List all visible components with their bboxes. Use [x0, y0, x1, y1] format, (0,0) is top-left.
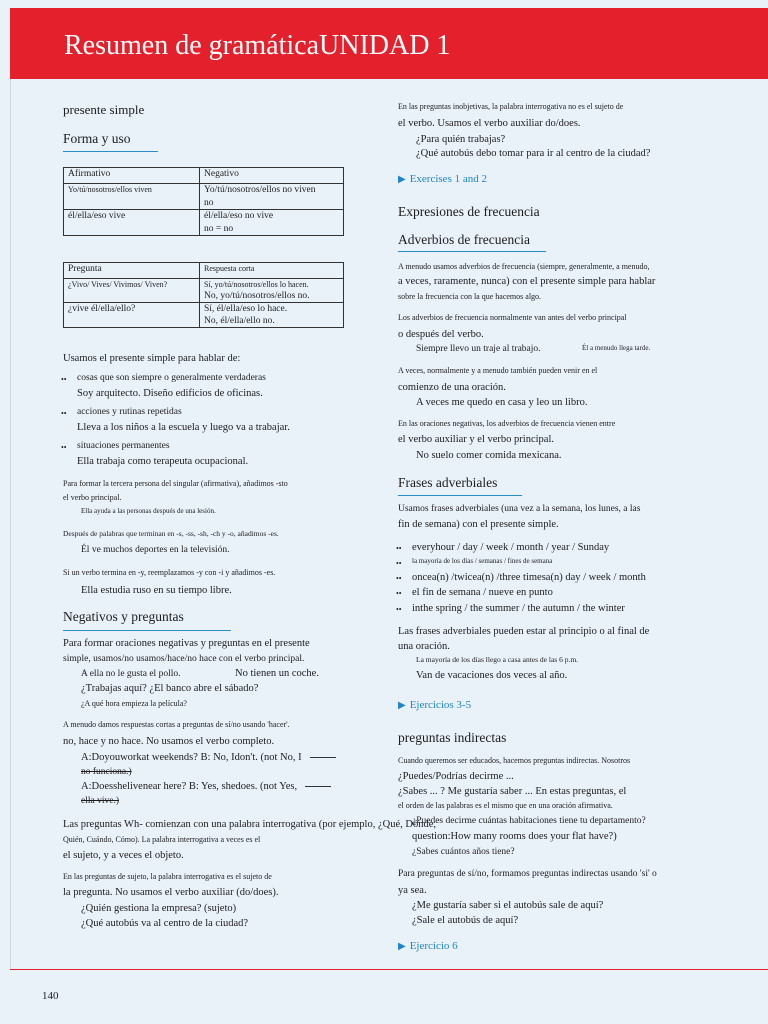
body-text: ¿Puedes/Podrías decirme ... — [398, 771, 514, 782]
example-text: ¿Me gustaría saber si el autobús sale de aquí? — [412, 900, 604, 911]
affirmative-negative-table — [63, 167, 344, 236]
body-text: Quién, Cuándo, Cómo). La palabra interrogativa a veces es el — [63, 835, 261, 844]
example-text: question:How many rooms does your flat have?) — [412, 831, 617, 842]
body-text: Para preguntas de sí/no, formamos preguntas indirectas usando 'si' o — [398, 869, 657, 879]
table-cell: él/ella/eso no vive no = no — [200, 210, 344, 236]
rule-text: el verbo principal. — [63, 493, 122, 502]
heading-rule — [398, 251, 546, 252]
body-text: A menudo usamos adverbios de frecuencia (siempre, generalmente, a menudo, — [398, 262, 650, 271]
example-text: No suelo comer comida mexicana. — [416, 450, 562, 461]
body-text: el verbo. Usamos el verbo auxiliar do/does. — [398, 118, 581, 129]
table-header: Afirmativo — [64, 168, 200, 184]
frequency-heading: Expresiones de frecuencia — [398, 204, 540, 219]
play-arrow-icon: ▶ — [398, 174, 406, 185]
body-text: el orden de las palabras es el mismo que en una oración afirmativa. — [398, 801, 613, 810]
body-text: simple, usamos/no usamos/hace/no hace con el verbo principal. — [63, 654, 305, 664]
list-item: •• situaciones permanentes — [77, 441, 170, 452]
list-item: •• everyhour / day / week / month / year / Sunday — [412, 542, 609, 554]
topic-heading: presente simple — [63, 102, 145, 117]
body-text: ¿Sabes ... ? Me gustaría saber ... En estas preguntas, el — [398, 786, 627, 797]
body-text: En las oraciones negativas, los adverbios de frecuencia vienen entre — [398, 419, 616, 428]
table-header: Respuesta corta — [200, 263, 344, 279]
frame-left-border — [10, 79, 11, 969]
header-bar — [10, 8, 768, 79]
body-text: el verbo auxiliar y el verbo principal. — [398, 434, 554, 445]
example-text: ¿Qué autobús debo tomar para ir al centro de la ciudad? — [416, 148, 651, 159]
body-text: A veces, normalmente y a menudo también pueden venir en el — [398, 366, 598, 375]
rule-text: Si un verbo termina en -y, reemplazamos -y con -i y añadimos -es. — [63, 568, 276, 577]
table-header: Pregunta — [64, 263, 200, 279]
example-text: A:Doesshelivenear here? B: Yes, shedoes. (not Yes, — [81, 781, 331, 793]
exercises-link-3[interactable]: ▶ Ejercicio 6 — [398, 940, 458, 952]
example-text: Él a menudo llega tarde. — [582, 344, 651, 352]
heading-rule — [398, 495, 522, 496]
body-text: En las preguntas de sujeto, la palabra interrogativa es el sujeto de — [63, 872, 272, 881]
example-text: ¿Trabajas aquí? ¿El banco abre el sábado? — [81, 683, 259, 694]
table-cell: Yo/tú/nosotros/ellos viven — [64, 184, 200, 210]
rule-text: Después de palabras que terminan en -s, -ss, -sh, -ch y -o, añadimos -es. — [63, 529, 279, 538]
body-text: Las frases adverbiales pueden estar al principio o al final de — [398, 626, 650, 637]
page-title: Resumen de gramáticaUNIDAD 1 — [64, 30, 451, 61]
exercises-link-2[interactable]: ▶ Ejercicios 3-5 — [398, 699, 472, 711]
example-text: ¿Sale el autobús de aquí? — [412, 915, 519, 926]
example-text: ¿A qué hora empieza la película? — [81, 699, 187, 708]
rule-example: Ella estudia ruso en su tiempo libre. — [81, 585, 232, 596]
example-text: ¿Para quién trabajas? — [416, 134, 506, 145]
list-item: •• acciones y rutinas repetidas — [77, 407, 182, 418]
table-header: Negativo — [200, 168, 344, 184]
play-arrow-icon: ▶ — [398, 941, 406, 952]
table-cell: ¿vive él/ella/ello? — [64, 303, 200, 328]
body-text: Para formar oraciones negativas y preguntas en el presente — [63, 638, 310, 649]
example-text: ¿Sabes cuántos años tiene? — [412, 847, 515, 857]
list-item: •• cosas que son siempre o generalmente verdaderas — [77, 373, 266, 384]
example-text: no funciona.) — [81, 767, 132, 777]
uses-intro: Usamos el presente simple para hablar de: — [63, 353, 241, 364]
body-text: una oración. — [398, 641, 450, 652]
rule-text: Para formar la tercera persona del singular (afirmativa), añadimos -sto — [63, 479, 288, 488]
example-text: ella vive.) — [81, 796, 119, 806]
adverbs-heading: Adverbios de frecuencia — [398, 232, 530, 247]
body-text: A menudo damos respuestas cortas a preguntas de sí/no usando 'hacer'. — [63, 720, 290, 729]
example-text: A:Doyouworkat weekends? B: No, Idon't. (not No, I — [81, 752, 336, 764]
page-number: 140 — [42, 990, 59, 1002]
table-cell: Yo/tú/nosotros/ellos no viven no — [200, 184, 344, 210]
heading-rule — [63, 151, 158, 152]
example-text: A ella no le gusta el pollo. — [81, 669, 181, 679]
table-cell: ¿Vivo/ Vives/ Vivimos/ Viven? — [64, 279, 200, 303]
list-item-example: Soy arquitecto. Diseño edificios de oficinas. — [77, 388, 263, 399]
body-text: no, hace y no hace. No usamos el verbo completo. — [63, 736, 275, 747]
example-text: ¿Qué autobús va al centro de la ciudad? — [81, 918, 249, 929]
phrases-heading: Frases adverbiales — [398, 475, 498, 490]
body-text: En las preguntas inobjetivas, la palabra interrogativa no es el sujeto de — [398, 102, 624, 111]
table-cell: Sí, yo/tú/nosotros/ellos lo hacen. No, yo/tú/nosotros/ellos no. — [200, 279, 344, 303]
footer-rule — [10, 969, 768, 970]
list-item: •• el fin de semana / nueve en punto — [412, 587, 553, 599]
body-text: Cuando queremos ser educados, hacemos preguntas indirectas. Nosotros — [398, 756, 631, 765]
body-text: a veces, raramente, nunca) con el presente simple para hablar — [398, 276, 656, 287]
list-item: •• inthe spring / the summer / the autumn / the winter — [412, 603, 625, 615]
example-text: ¿Puedes decirme cuántas habitaciones tiene tu departamento? — [412, 816, 646, 826]
rule-example: Él ve muchos deportes en la televisión. — [81, 545, 230, 555]
list-item-example: Lleva a los niños a la escuela y luego va a trabajar. — [77, 422, 290, 433]
example-text: La mayoría de los días llego a casa antes de las 6 p.m. — [416, 655, 579, 664]
list-item: •• la mayoría de los días / semanas / fines de semana — [412, 557, 552, 565]
body-text: sobre la frecuencia con la que hacemos algo. — [398, 292, 542, 301]
body-text: Usamos frases adverbiales (una vez a la semana, los lunes, a las — [398, 504, 641, 514]
table-cell: Sí, él/ella/eso lo hace. No, él/ella/ello no. — [200, 303, 344, 328]
example-text: ¿Quién gestiona la empresa? (sujeto) — [81, 903, 237, 914]
body-text: o después del verbo. — [398, 329, 484, 340]
body-text: ya sea. — [398, 885, 427, 896]
indirect-questions-heading: preguntas indirectas — [398, 730, 507, 745]
example-text: No tienen un coche. — [235, 668, 319, 679]
example-text: Siempre llevo un traje al trabajo. — [416, 344, 541, 354]
body-text: el sujeto, y a veces el objeto. — [63, 850, 184, 861]
forma-heading: Forma y uso — [63, 131, 131, 146]
question-answer-table — [63, 262, 344, 328]
body-text: Las preguntas Wh- comienzan con una palabra interrogativa (por ejemplo, ¿Qué, Dónde, — [63, 819, 436, 830]
exercises-link-1[interactable]: ▶ Exercises 1 and 2 — [398, 173, 487, 185]
body-text: Los adverbios de frecuencia normalmente van antes del verbo principal — [398, 313, 627, 322]
list-item: •• oncea(n) /twicea(n) /three timesa(n) day / week / month — [412, 572, 646, 584]
body-text: fin de semana) con el presente simple. — [398, 519, 559, 530]
body-text: la pregunta. No usamos el verbo auxiliar (do/does). — [63, 887, 279, 898]
body-text: comienzo de una oración. — [398, 382, 506, 393]
heading-rule — [63, 630, 231, 631]
example-text: Van de vacaciones dos veces al año. — [416, 670, 568, 681]
play-arrow-icon: ▶ — [398, 700, 406, 711]
list-item-example: Ella trabaja como terapeuta ocupacional. — [77, 456, 249, 467]
negatives-heading: Negativos y preguntas — [63, 609, 184, 624]
table-cell: él/ella/eso vive — [64, 210, 200, 236]
rule-example: Ella ayuda a las personas después de una lesión. — [81, 507, 216, 515]
example-text: A veces me quedo en casa y leo un libro. — [416, 397, 588, 408]
